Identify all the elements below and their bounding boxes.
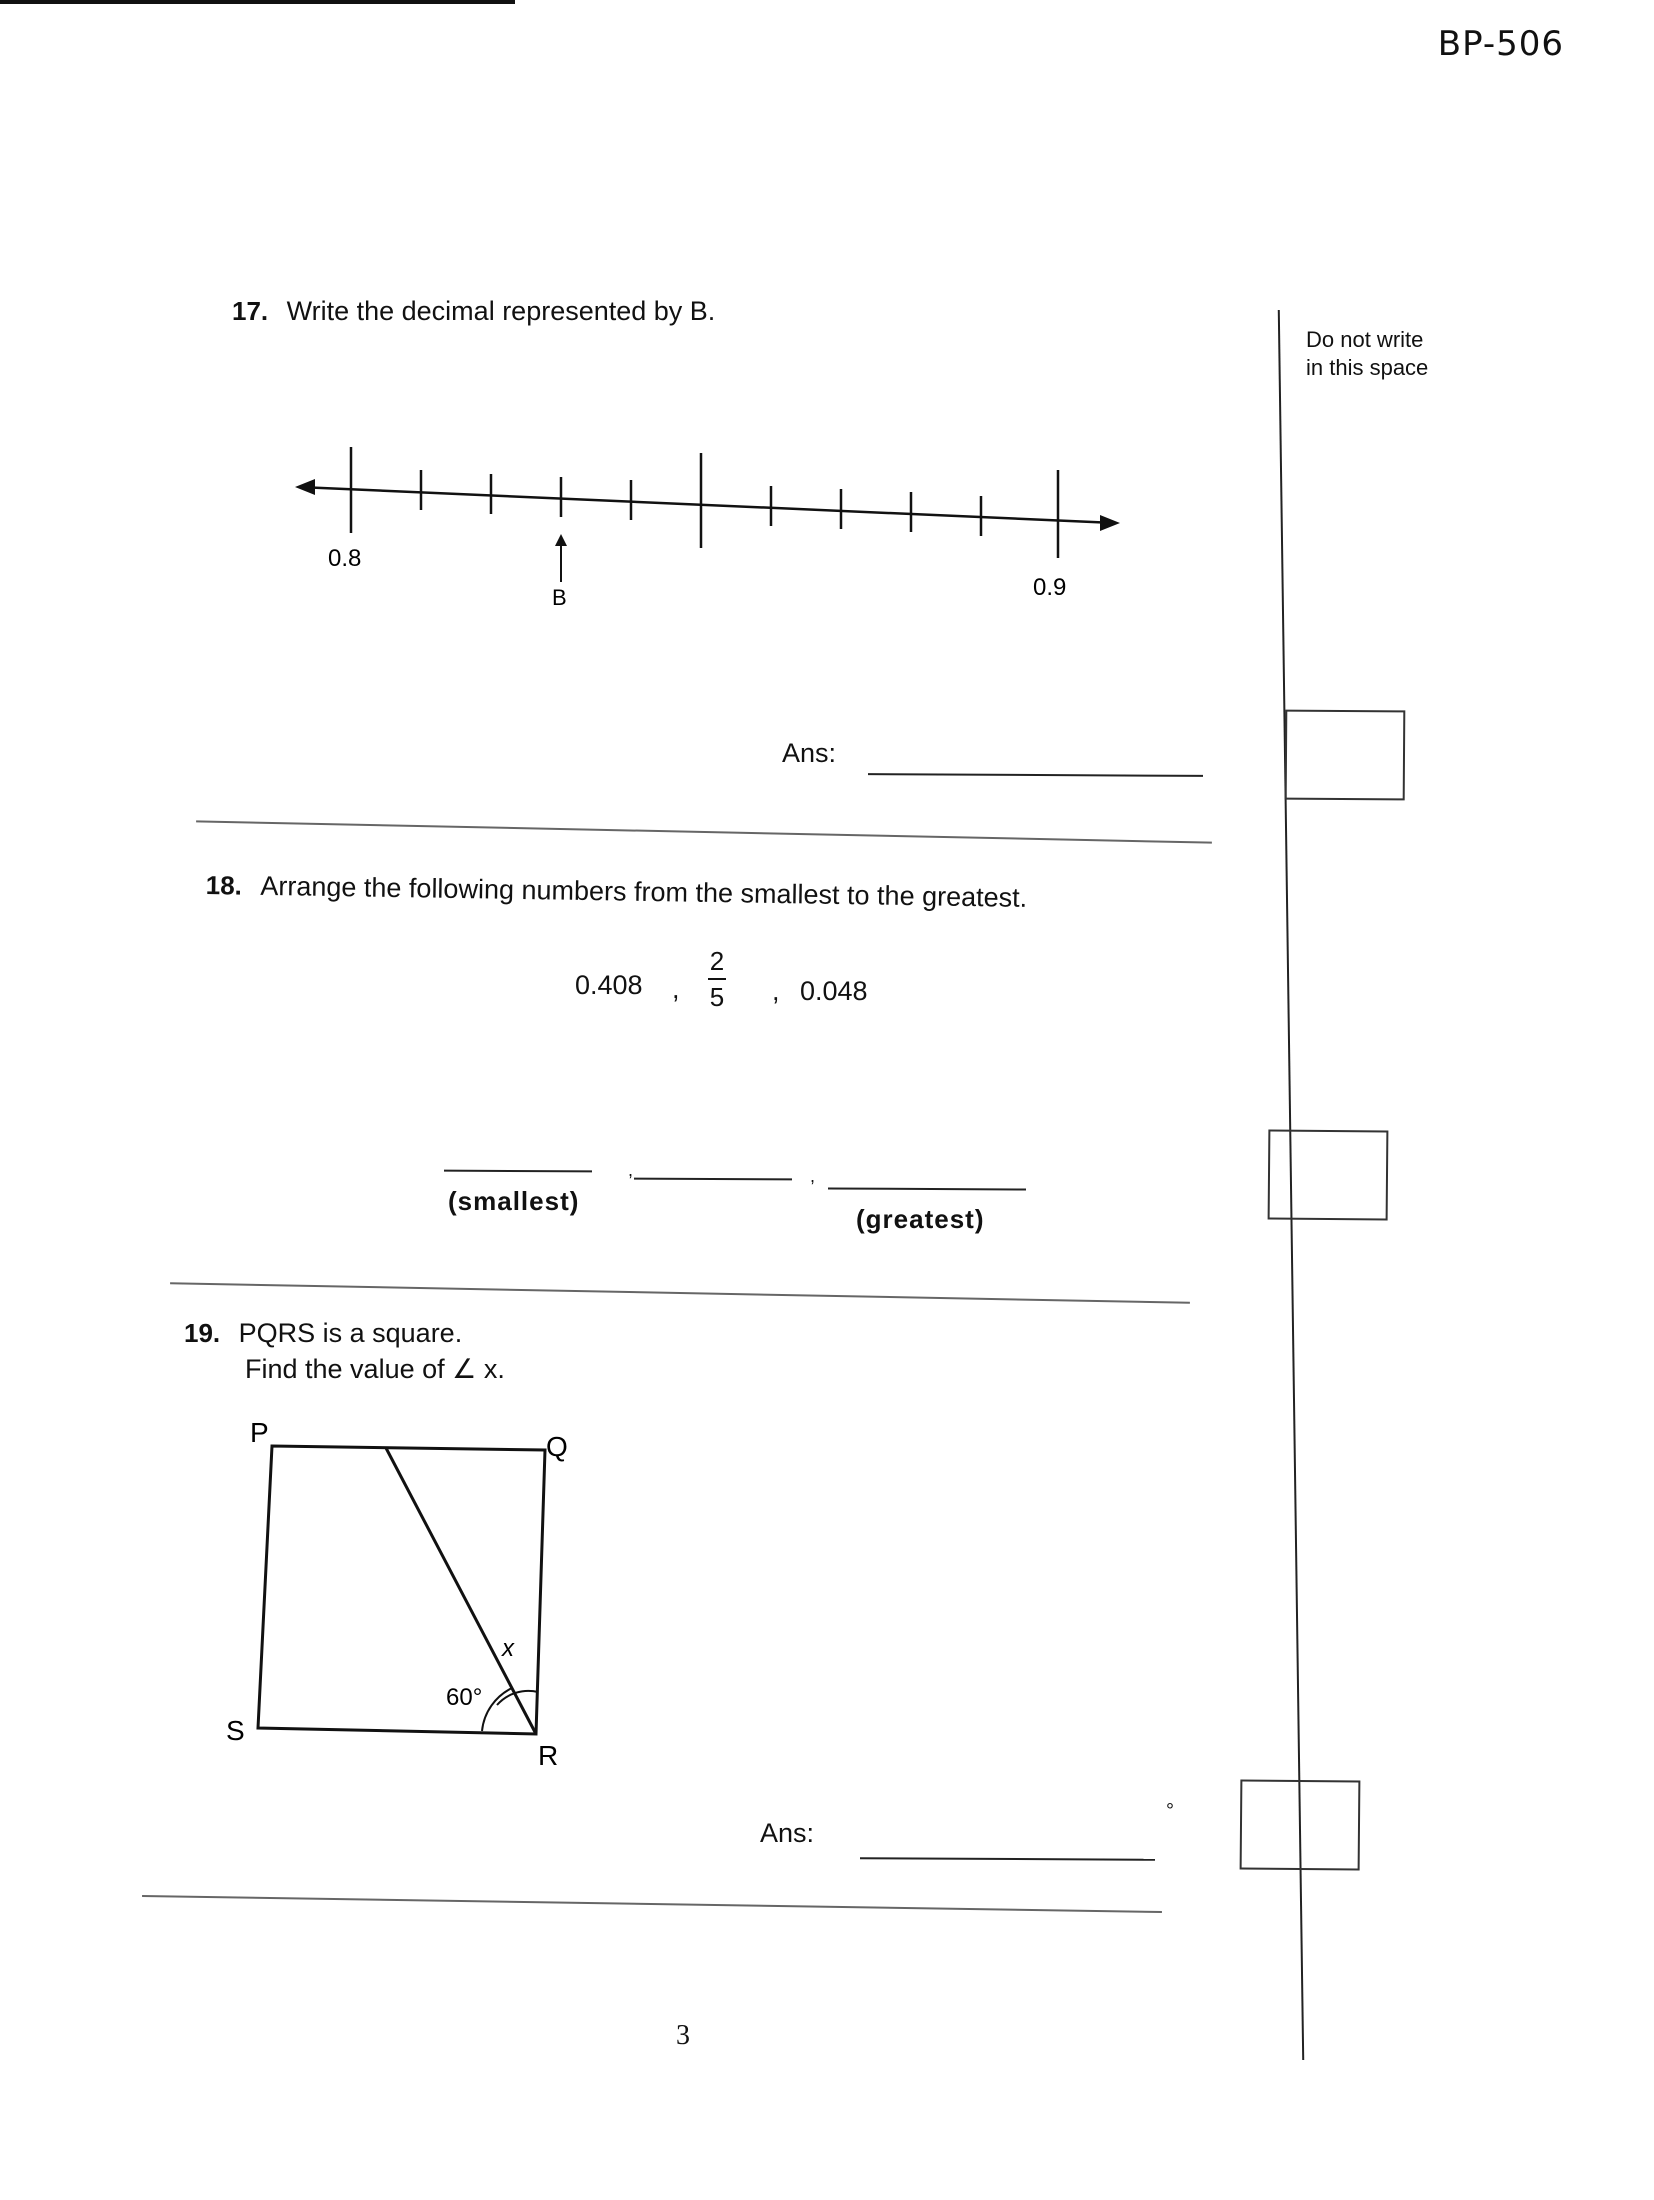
comma: , xyxy=(628,1160,634,1180)
question-number: 18. xyxy=(205,870,243,901)
square-pqrs xyxy=(258,1446,545,1734)
answer-line-greatest[interactable] xyxy=(828,1187,1026,1190)
top-edge-bar xyxy=(0,0,515,4)
question-text: Write the decimal represented by B. xyxy=(286,296,716,326)
angle-60-label: 60° xyxy=(446,1684,483,1711)
vertex-s: S xyxy=(226,1715,245,1746)
b-pointer-arrowhead xyxy=(555,534,567,546)
answer-line-middle[interactable] xyxy=(634,1178,792,1181)
vertex-p: P xyxy=(250,1417,269,1448)
separator-19 xyxy=(142,1895,1162,1913)
marks-box-19 xyxy=(1240,1779,1361,1870)
number-0048: 0.048 xyxy=(800,976,868,1006)
paper-code: BP-506 xyxy=(1437,24,1564,64)
vertex-q: Q xyxy=(546,1431,568,1462)
question-number: 19. xyxy=(184,1318,221,1348)
answer-line-17[interactable] xyxy=(868,773,1203,777)
number-line-right-arrow xyxy=(1100,515,1120,531)
question-19 xyxy=(184,1318,462,1349)
comma: , xyxy=(810,1166,816,1186)
question-18 xyxy=(206,870,1028,914)
smallest-label: (smallest) xyxy=(448,1186,580,1216)
fraction-two-fifths xyxy=(708,946,726,1012)
label-end: 0.9 xyxy=(1033,574,1067,601)
degree-mark: ° xyxy=(1166,1800,1174,1822)
number-line xyxy=(285,430,1135,630)
number-line-left-arrow xyxy=(295,479,315,495)
square-diagram xyxy=(220,1410,600,1770)
ans-label-17: Ans: xyxy=(782,738,837,768)
greatest-label: (greatest) xyxy=(856,1204,985,1234)
comma: , xyxy=(772,976,780,1006)
separator-18 xyxy=(170,1282,1190,1303)
fraction-numerator: 2 xyxy=(709,946,725,976)
marks-box-18 xyxy=(1268,1129,1389,1220)
arc-60 xyxy=(482,1688,512,1731)
comma: , xyxy=(672,974,680,1004)
number-0408: 0.408 xyxy=(575,970,643,1000)
question-number: 17. xyxy=(232,296,269,326)
separator-17 xyxy=(196,820,1212,843)
marks-box-17 xyxy=(1285,710,1406,801)
question-line-1: PQRS is a square. xyxy=(238,1318,463,1348)
vertex-r: R xyxy=(538,1740,559,1770)
fraction-denominator: 5 xyxy=(709,982,725,1012)
page-number: 3 xyxy=(676,2020,690,2051)
margin-note: Do not write in this space xyxy=(1306,327,1429,380)
answer-line-smallest[interactable] xyxy=(444,1170,592,1173)
question-17 xyxy=(232,296,715,327)
label-start: 0.8 xyxy=(328,545,362,572)
answer-line-19[interactable] xyxy=(860,1857,1155,1861)
angle-x-label: x xyxy=(502,1635,514,1662)
label-b: B xyxy=(552,585,567,610)
fraction-bar xyxy=(708,978,726,980)
question-text: Arrange the following numbers from the smallest to the greatest. xyxy=(260,870,1028,913)
question-line-2: Find the value of ∠ x. xyxy=(245,1354,505,1384)
ans-label-19: Ans: xyxy=(760,1818,815,1848)
